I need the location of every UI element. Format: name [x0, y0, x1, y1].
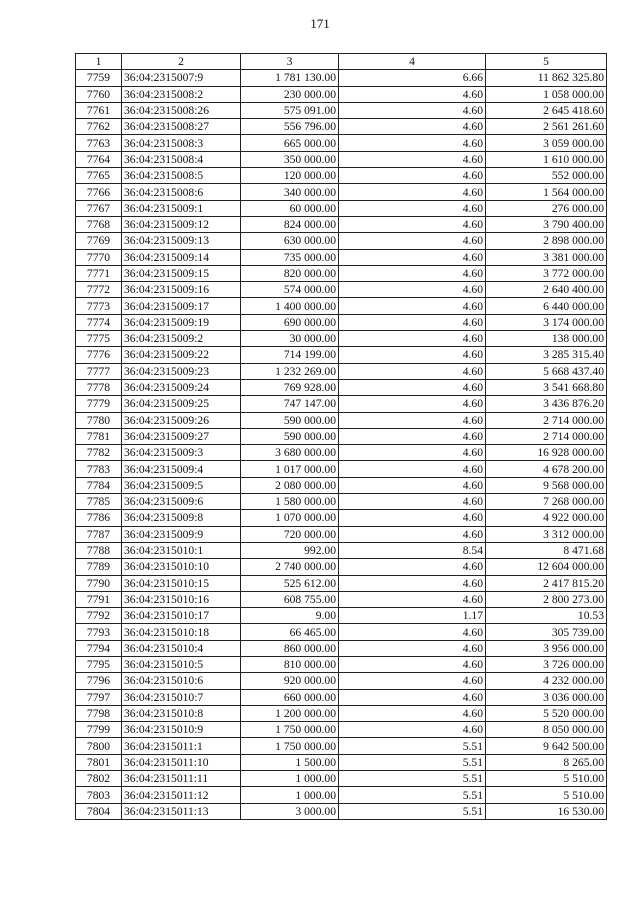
cadastral-number-cell: 36:04:2315009:5 — [122, 477, 241, 493]
value-cell: 6 440 000.00 — [486, 298, 607, 314]
rate-cell: 5.51 — [339, 754, 486, 770]
column-header-3: 3 — [241, 54, 339, 70]
area-cell: 608 755.00 — [241, 591, 339, 607]
row-number-cell: 7772 — [76, 282, 122, 298]
rate-cell: 8.54 — [339, 542, 486, 558]
cadastral-number-cell: 36:04:2315010:18 — [122, 624, 241, 640]
rate-cell: 4.60 — [339, 249, 486, 265]
value-cell: 4 678 200.00 — [486, 461, 607, 477]
area-cell: 1 232 269.00 — [241, 363, 339, 379]
area-cell: 660 000.00 — [241, 689, 339, 705]
table-row — [76, 379, 607, 395]
value-cell: 16 928 000.00 — [486, 445, 607, 461]
value-cell: 2 417 815.20 — [486, 575, 607, 591]
cadastral-number-cell: 36:04:2315008:6 — [122, 184, 241, 200]
value-cell: 8 471.68 — [486, 542, 607, 558]
row-number-cell: 7780 — [76, 412, 122, 428]
rate-cell: 4.60 — [339, 86, 486, 102]
area-cell: 665 000.00 — [241, 135, 339, 151]
table-row — [76, 347, 607, 363]
cadastral-number-cell: 36:04:2315008:5 — [122, 168, 241, 184]
value-cell: 2 714 000.00 — [486, 412, 607, 428]
area-cell: 735 000.00 — [241, 249, 339, 265]
table-row — [76, 542, 607, 558]
cadastral-number-cell: 36:04:2315010:8 — [122, 705, 241, 721]
area-cell: 992.00 — [241, 542, 339, 558]
row-number-cell: 7763 — [76, 135, 122, 151]
table-row — [76, 526, 607, 542]
row-number-cell: 7787 — [76, 526, 122, 542]
value-cell: 3 541 668.80 — [486, 379, 607, 395]
column-header-4: 4 — [339, 54, 486, 70]
area-cell: 1 500.00 — [241, 754, 339, 770]
table-row — [76, 754, 607, 770]
area-cell: 2 080 000.00 — [241, 477, 339, 493]
rate-cell: 4.60 — [339, 151, 486, 167]
row-number-cell: 7779 — [76, 396, 122, 412]
table-row — [76, 705, 607, 721]
table-row — [76, 233, 607, 249]
area-cell: 590 000.00 — [241, 428, 339, 444]
row-number-cell: 7785 — [76, 494, 122, 510]
cadastral-number-cell: 36:04:2315009:14 — [122, 249, 241, 265]
area-cell: 2 740 000.00 — [241, 559, 339, 575]
rate-cell: 4.60 — [339, 168, 486, 184]
rate-cell: 5.51 — [339, 771, 486, 787]
rate-cell: 4.60 — [339, 445, 486, 461]
table-row — [76, 738, 607, 754]
cadastral-number-cell: 36:04:2315010:10 — [122, 559, 241, 575]
table-row — [76, 771, 607, 787]
cadastral-number-cell: 36:04:2315010:5 — [122, 656, 241, 672]
cadastral-number-cell: 36:04:2315009:25 — [122, 396, 241, 412]
cadastral-number-cell: 36:04:2315009:22 — [122, 347, 241, 363]
row-number-cell: 7771 — [76, 265, 122, 281]
value-cell: 552 000.00 — [486, 168, 607, 184]
table-row — [76, 608, 607, 624]
area-cell: 810 000.00 — [241, 656, 339, 672]
cadastral-number-cell: 36:04:2315010:1 — [122, 542, 241, 558]
area-cell: 1 200 000.00 — [241, 705, 339, 721]
area-cell: 574 000.00 — [241, 282, 339, 298]
table-row — [76, 298, 607, 314]
row-number-cell: 7766 — [76, 184, 122, 200]
row-number-cell: 7769 — [76, 233, 122, 249]
row-number-cell: 7765 — [76, 168, 122, 184]
area-cell: 769 928.00 — [241, 379, 339, 395]
area-cell: 1 000.00 — [241, 787, 339, 803]
rate-cell: 4.60 — [339, 184, 486, 200]
area-cell: 1 750 000.00 — [241, 738, 339, 754]
rate-cell: 4.60 — [339, 282, 486, 298]
row-number-cell: 7777 — [76, 363, 122, 379]
cadastral-number-cell: 36:04:2315008:2 — [122, 86, 241, 102]
area-cell: 9.00 — [241, 608, 339, 624]
value-cell: 8 050 000.00 — [486, 722, 607, 738]
rate-cell: 6.66 — [339, 70, 486, 86]
value-cell: 2 561 261.60 — [486, 119, 607, 135]
rate-cell: 5.51 — [339, 787, 486, 803]
row-number-cell: 7781 — [76, 428, 122, 444]
row-number-cell: 7774 — [76, 314, 122, 330]
rate-cell: 4.60 — [339, 363, 486, 379]
rate-cell: 4.60 — [339, 526, 486, 542]
rate-cell: 4.60 — [339, 396, 486, 412]
table-row — [76, 314, 607, 330]
value-cell: 2 645 418.60 — [486, 102, 607, 118]
table-row — [76, 151, 607, 167]
rate-cell: 4.60 — [339, 575, 486, 591]
area-cell: 525 612.00 — [241, 575, 339, 591]
rate-cell: 4.60 — [339, 461, 486, 477]
value-cell: 5 520 000.00 — [486, 705, 607, 721]
table-row — [76, 803, 607, 819]
value-cell: 3 436 876.20 — [486, 396, 607, 412]
cadastral-number-cell: 36:04:2315009:16 — [122, 282, 241, 298]
rate-cell: 4.60 — [339, 494, 486, 510]
row-number-cell: 7803 — [76, 787, 122, 803]
table-row — [76, 624, 607, 640]
row-number-cell: 7800 — [76, 738, 122, 754]
rate-cell: 4.60 — [339, 428, 486, 444]
area-cell: 340 000.00 — [241, 184, 339, 200]
cadastral-number-cell: 36:04:2315009:3 — [122, 445, 241, 461]
row-number-cell: 7794 — [76, 640, 122, 656]
cadastral-number-cell: 36:04:2315010:4 — [122, 640, 241, 656]
table-row — [76, 70, 607, 86]
row-number-cell: 7784 — [76, 477, 122, 493]
table-row — [76, 249, 607, 265]
table-row — [76, 510, 607, 526]
table-body — [76, 70, 607, 820]
row-number-cell: 7761 — [76, 102, 122, 118]
column-header-5: 5 — [486, 54, 607, 70]
table-row — [76, 396, 607, 412]
value-cell: 3 174 000.00 — [486, 314, 607, 330]
value-cell: 11 862 325.80 — [486, 70, 607, 86]
value-cell: 1 564 000.00 — [486, 184, 607, 200]
rate-cell: 4.60 — [339, 477, 486, 493]
row-number-cell: 7764 — [76, 151, 122, 167]
table-row — [76, 428, 607, 444]
area-cell: 556 796.00 — [241, 119, 339, 135]
cadastral-number-cell: 36:04:2315010:9 — [122, 722, 241, 738]
table-row — [76, 282, 607, 298]
cadastral-value-table — [75, 53, 607, 820]
area-cell: 714 199.00 — [241, 347, 339, 363]
row-number-cell: 7797 — [76, 689, 122, 705]
rate-cell: 5.51 — [339, 803, 486, 819]
area-cell: 3 000.00 — [241, 803, 339, 819]
area-cell: 1 017 000.00 — [241, 461, 339, 477]
area-cell: 1 750 000.00 — [241, 722, 339, 738]
cadastral-number-cell: 36:04:2315009:27 — [122, 428, 241, 444]
value-cell: 3 381 000.00 — [486, 249, 607, 265]
rate-cell: 4.60 — [339, 347, 486, 363]
row-number-cell: 7775 — [76, 331, 122, 347]
area-cell: 1 000.00 — [241, 771, 339, 787]
area-cell: 1 070 000.00 — [241, 510, 339, 526]
value-cell: 5 510.00 — [486, 771, 607, 787]
cadastral-number-cell: 36:04:2315010:7 — [122, 689, 241, 705]
rate-cell: 1.17 — [339, 608, 486, 624]
cadastral-number-cell: 36:04:2315009:9 — [122, 526, 241, 542]
value-cell: 138 000.00 — [486, 331, 607, 347]
cadastral-number-cell: 36:04:2315009:2 — [122, 331, 241, 347]
table-row — [76, 135, 607, 151]
table-row — [76, 559, 607, 575]
rate-cell: 4.60 — [339, 233, 486, 249]
area-cell: 575 091.00 — [241, 102, 339, 118]
rate-cell: 4.60 — [339, 200, 486, 216]
cadastral-number-cell: 36:04:2315008:26 — [122, 102, 241, 118]
row-number-cell: 7798 — [76, 705, 122, 721]
row-number-cell: 7790 — [76, 575, 122, 591]
value-cell: 3 790 400.00 — [486, 216, 607, 232]
row-number-cell: 7760 — [76, 86, 122, 102]
cadastral-number-cell: 36:04:2315008:3 — [122, 135, 241, 151]
row-number-cell: 7768 — [76, 216, 122, 232]
cadastral-number-cell: 36:04:2315008:4 — [122, 151, 241, 167]
row-number-cell: 7801 — [76, 754, 122, 770]
row-number-cell: 7796 — [76, 673, 122, 689]
row-number-cell: 7776 — [76, 347, 122, 363]
row-number-cell: 7789 — [76, 559, 122, 575]
area-cell: 350 000.00 — [241, 151, 339, 167]
cadastral-number-cell: 36:04:2315011:1 — [122, 738, 241, 754]
area-cell: 920 000.00 — [241, 673, 339, 689]
table-row — [76, 461, 607, 477]
table-row — [76, 787, 607, 803]
area-cell: 120 000.00 — [241, 168, 339, 184]
value-cell: 3 036 000.00 — [486, 689, 607, 705]
value-cell: 9 642 500.00 — [486, 738, 607, 754]
rate-cell: 4.60 — [339, 640, 486, 656]
table-row — [76, 575, 607, 591]
rate-cell: 4.60 — [339, 135, 486, 151]
value-cell: 1 610 000.00 — [486, 151, 607, 167]
cadastral-number-cell: 36:04:2315009:4 — [122, 461, 241, 477]
row-number-cell: 7782 — [76, 445, 122, 461]
cadastral-number-cell: 36:04:2315010:15 — [122, 575, 241, 591]
rate-cell: 4.60 — [339, 379, 486, 395]
value-cell: 4 232 000.00 — [486, 673, 607, 689]
table-row — [76, 494, 607, 510]
value-cell: 2 800 273.00 — [486, 591, 607, 607]
cadastral-number-cell: 36:04:2315011:11 — [122, 771, 241, 787]
cadastral-number-cell: 36:04:2315009:8 — [122, 510, 241, 526]
cadastral-number-cell: 36:04:2315009:23 — [122, 363, 241, 379]
value-cell: 16 530.00 — [486, 803, 607, 819]
cadastral-number-cell: 36:04:2315009:15 — [122, 265, 241, 281]
area-cell: 1 400 000.00 — [241, 298, 339, 314]
rate-cell: 4.60 — [339, 298, 486, 314]
column-header-2: 2 — [122, 54, 241, 70]
value-cell: 4 922 000.00 — [486, 510, 607, 526]
cadastral-number-cell: 36:04:2315011:10 — [122, 754, 241, 770]
column-header-1: 1 — [76, 54, 122, 70]
cadastral-number-cell: 36:04:2315009:26 — [122, 412, 241, 428]
row-number-cell: 7799 — [76, 722, 122, 738]
cadastral-number-cell: 36:04:2315009:1 — [122, 200, 241, 216]
value-cell: 1 058 000.00 — [486, 86, 607, 102]
table-row — [76, 477, 607, 493]
value-cell: 3 285 315.40 — [486, 347, 607, 363]
cadastral-number-cell: 36:04:2315009:19 — [122, 314, 241, 330]
cadastral-number-cell: 36:04:2315010:6 — [122, 673, 241, 689]
value-cell: 8 265.00 — [486, 754, 607, 770]
cadastral-number-cell: 36:04:2315009:13 — [122, 233, 241, 249]
table-row — [76, 363, 607, 379]
row-number-cell: 7778 — [76, 379, 122, 395]
value-cell: 5 510.00 — [486, 787, 607, 803]
value-cell: 3 956 000.00 — [486, 640, 607, 656]
area-cell: 630 000.00 — [241, 233, 339, 249]
row-number-cell: 7770 — [76, 249, 122, 265]
rate-cell: 5.51 — [339, 738, 486, 754]
value-cell: 3 312 000.00 — [486, 526, 607, 542]
value-cell: 12 604 000.00 — [486, 559, 607, 575]
table-row — [76, 216, 607, 232]
rate-cell: 4.60 — [339, 722, 486, 738]
table-row — [76, 445, 607, 461]
rate-cell: 4.60 — [339, 265, 486, 281]
value-cell: 5 668 437.40 — [486, 363, 607, 379]
row-number-cell: 7792 — [76, 608, 122, 624]
value-cell: 3 726 000.00 — [486, 656, 607, 672]
row-number-cell: 7773 — [76, 298, 122, 314]
rate-cell: 4.60 — [339, 656, 486, 672]
rate-cell: 4.60 — [339, 412, 486, 428]
rate-cell: 4.60 — [339, 689, 486, 705]
page-number: 171 — [310, 16, 330, 31]
value-cell: 3 059 000.00 — [486, 135, 607, 151]
cadastral-number-cell: 36:04:2315011:12 — [122, 787, 241, 803]
table-row — [76, 331, 607, 347]
value-cell: 2 640 400.00 — [486, 282, 607, 298]
area-cell: 820 000.00 — [241, 265, 339, 281]
area-cell: 60 000.00 — [241, 200, 339, 216]
area-cell: 1 580 000.00 — [241, 494, 339, 510]
area-cell: 720 000.00 — [241, 526, 339, 542]
rate-cell: 4.60 — [339, 591, 486, 607]
area-cell: 747 147.00 — [241, 396, 339, 412]
rate-cell: 4.60 — [339, 331, 486, 347]
cadastral-number-cell: 36:04:2315010:16 — [122, 591, 241, 607]
row-number-cell: 7762 — [76, 119, 122, 135]
row-number-cell: 7802 — [76, 771, 122, 787]
row-number-cell: 7759 — [76, 70, 122, 86]
area-cell: 3 680 000.00 — [241, 445, 339, 461]
area-cell: 860 000.00 — [241, 640, 339, 656]
table-row — [76, 168, 607, 184]
cadastral-number-cell: 36:04:2315009:17 — [122, 298, 241, 314]
cadastral-number-cell: 36:04:2315007:9 — [122, 70, 241, 86]
value-cell: 276 000.00 — [486, 200, 607, 216]
table-row — [76, 689, 607, 705]
row-number-cell: 7791 — [76, 591, 122, 607]
area-cell: 230 000.00 — [241, 86, 339, 102]
cadastral-number-cell: 36:04:2315010:17 — [122, 608, 241, 624]
table-row — [76, 102, 607, 118]
rate-cell: 4.60 — [339, 624, 486, 640]
value-cell: 2 898 000.00 — [486, 233, 607, 249]
table-row — [76, 265, 607, 281]
table-row — [76, 200, 607, 216]
table-row — [76, 656, 607, 672]
area-cell: 590 000.00 — [241, 412, 339, 428]
area-cell: 690 000.00 — [241, 314, 339, 330]
row-number-cell: 7804 — [76, 803, 122, 819]
area-cell: 1 781 130.00 — [241, 70, 339, 86]
rate-cell: 4.60 — [339, 705, 486, 721]
value-cell: 9 568 000.00 — [486, 477, 607, 493]
row-number-cell: 7788 — [76, 542, 122, 558]
rate-cell: 4.60 — [339, 510, 486, 526]
value-cell: 10.53 — [486, 608, 607, 624]
cadastral-number-cell: 36:04:2315011:13 — [122, 803, 241, 819]
cadastral-number-cell: 36:04:2315008:27 — [122, 119, 241, 135]
rate-cell: 4.60 — [339, 216, 486, 232]
table-row — [76, 119, 607, 135]
cadastral-number-cell: 36:04:2315009:6 — [122, 494, 241, 510]
rate-cell: 4.60 — [339, 559, 486, 575]
row-number-cell: 7786 — [76, 510, 122, 526]
value-cell: 7 268 000.00 — [486, 494, 607, 510]
area-cell: 824 000.00 — [241, 216, 339, 232]
row-number-cell: 7793 — [76, 624, 122, 640]
table-row — [76, 412, 607, 428]
rate-cell: 4.60 — [339, 314, 486, 330]
row-number-cell: 7795 — [76, 656, 122, 672]
rate-cell: 4.60 — [339, 119, 486, 135]
table-row — [76, 591, 607, 607]
row-number-cell: 7783 — [76, 461, 122, 477]
value-cell: 2 714 000.00 — [486, 428, 607, 444]
table-row — [76, 184, 607, 200]
table-row — [76, 673, 607, 689]
table-row — [76, 86, 607, 102]
rate-cell: 4.60 — [339, 102, 486, 118]
row-number-cell: 7767 — [76, 200, 122, 216]
table-row — [76, 722, 607, 738]
rate-cell: 4.60 — [339, 673, 486, 689]
cadastral-number-cell: 36:04:2315009:24 — [122, 379, 241, 395]
area-cell: 66 465.00 — [241, 624, 339, 640]
value-cell: 3 772 000.00 — [486, 265, 607, 281]
value-cell: 305 739.00 — [486, 624, 607, 640]
table-row — [76, 640, 607, 656]
table-header-row — [76, 54, 607, 70]
area-cell: 30 000.00 — [241, 331, 339, 347]
cadastral-number-cell: 36:04:2315009:12 — [122, 216, 241, 232]
